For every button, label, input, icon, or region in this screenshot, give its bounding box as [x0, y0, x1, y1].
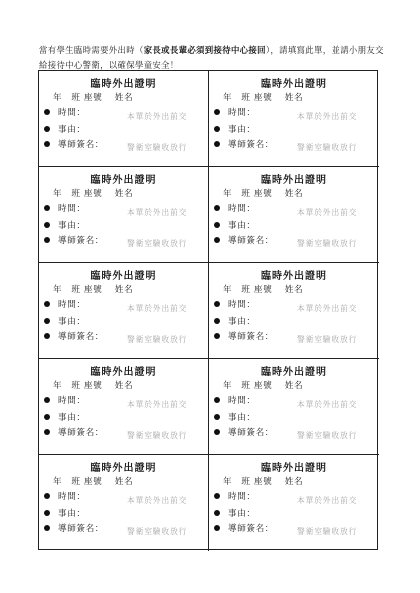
reason-label: 事由： — [228, 125, 256, 135]
bullet-icon — [214, 237, 220, 243]
teacher-signature-field[interactable] — [44, 522, 104, 534]
reason-label: 事由： — [228, 221, 256, 231]
pass-slip — [209, 455, 379, 551]
bullet-icon — [44, 318, 50, 324]
watermark-submit-note: 本單於外出前交 — [297, 400, 358, 409]
bullet-icon — [44, 237, 50, 243]
reason-label: 事由： — [228, 317, 256, 327]
pass-slip — [39, 167, 209, 263]
watermark-guard-note: 警衛室驗收放行 — [127, 335, 188, 344]
pass-slip — [39, 71, 209, 167]
teacher-signature-field[interactable] — [214, 234, 274, 246]
slip-title: 臨時外出證明 — [90, 175, 157, 186]
bullet-icon — [44, 141, 50, 147]
time-label: 時間： — [58, 492, 86, 502]
instruction-text — [39, 43, 384, 73]
slip-title: 臨時外出證明 — [261, 271, 327, 282]
bullet-icon — [44, 525, 50, 531]
bullet-icon — [44, 301, 50, 307]
teacher-signature-field[interactable] — [214, 330, 274, 342]
bullet-icon — [214, 205, 220, 211]
teacher-signature-label: 導師簽名： — [228, 332, 274, 342]
bullet-icon — [214, 318, 220, 324]
reason-label: 事由： — [58, 317, 86, 327]
reason-field[interactable] — [44, 315, 86, 327]
bullet-icon — [44, 429, 50, 435]
reason-label: 事由： — [58, 125, 86, 135]
reason-field[interactable] — [214, 507, 256, 519]
teacher-signature-field[interactable] — [44, 426, 104, 438]
bullet-icon — [214, 333, 220, 339]
watermark-guard-note: 警衛室驗收放行 — [297, 527, 358, 536]
slip-student-info: 年 班 座號 姓名 — [53, 93, 134, 103]
pass-slip — [39, 263, 209, 359]
teacher-signature-label: 導師簽名： — [228, 524, 274, 534]
bullet-icon — [44, 493, 50, 499]
slip-title: 臨時外出證明 — [261, 463, 327, 474]
bullet-icon — [214, 222, 220, 228]
watermark-guard-note: 警衛室驗收放行 — [297, 239, 358, 248]
reason-field[interactable] — [214, 123, 256, 135]
reason-field[interactable] — [44, 507, 86, 519]
teacher-signature-label: 導師簽名： — [58, 428, 104, 438]
bullet-icon — [214, 493, 220, 499]
bullet-icon — [214, 301, 220, 307]
reason-field[interactable] — [44, 219, 86, 231]
time-field[interactable] — [214, 106, 256, 118]
time-field[interactable] — [44, 298, 86, 310]
pass-slip — [209, 263, 379, 359]
teacher-signature-field[interactable] — [214, 426, 274, 438]
reason-label: 事由： — [58, 413, 86, 423]
slip-student-info: 年 班 座號 姓名 — [53, 189, 134, 199]
time-field[interactable] — [44, 394, 86, 406]
reason-field[interactable] — [214, 411, 256, 423]
watermark-submit-note: 本單於外出前交 — [127, 496, 188, 505]
watermark-submit-note: 本單於外出前交 — [297, 208, 358, 217]
teacher-signature-field[interactable] — [44, 138, 104, 150]
reason-label: 事由： — [228, 413, 256, 423]
bullet-icon — [214, 141, 220, 147]
bullet-icon — [214, 429, 220, 435]
bullet-icon — [44, 510, 50, 516]
teacher-signature-label: 導師簽名： — [228, 140, 274, 150]
watermark-submit-note: 本單於外出前交 — [297, 304, 358, 313]
slip-title: 臨時外出證明 — [261, 79, 327, 90]
instruction-line-1: 當有學生臨時需要外出時（家長或長輩必須到接待中心接回），請填寫此單，並請小朋友交 — [39, 45, 384, 55]
bullet-icon — [44, 222, 50, 228]
bullet-icon — [44, 414, 50, 420]
slip-title: 臨時外出證明 — [90, 463, 157, 474]
teacher-signature-label: 導師簽名： — [228, 428, 274, 438]
watermark-guard-note: 警衛室驗收放行 — [297, 431, 358, 440]
teacher-signature-field[interactable] — [44, 330, 104, 342]
time-field[interactable] — [214, 298, 256, 310]
time-label: 時間： — [228, 108, 256, 118]
teacher-signature-field[interactable] — [44, 234, 104, 246]
slip-title: 臨時外出證明 — [90, 367, 157, 378]
teacher-signature-label: 導師簽名： — [58, 332, 104, 342]
bullet-icon — [214, 510, 220, 516]
time-label: 時間： — [58, 108, 86, 118]
time-field[interactable] — [214, 490, 256, 502]
slip-grid — [38, 70, 378, 550]
bullet-icon — [44, 333, 50, 339]
watermark-guard-note: 警衛室驗收放行 — [127, 431, 188, 440]
slip-student-info: 年 班 座號 姓名 — [223, 93, 304, 103]
pass-slip — [209, 359, 379, 455]
time-label: 時間： — [58, 204, 86, 214]
reason-label: 事由： — [58, 221, 86, 231]
pass-slip — [39, 359, 209, 455]
reason-field[interactable] — [214, 219, 256, 231]
bullet-icon — [214, 109, 220, 115]
slip-title: 臨時外出證明 — [261, 175, 327, 186]
reason-field[interactable] — [214, 315, 256, 327]
watermark-submit-note: 本單於外出前交 — [297, 112, 358, 121]
time-field[interactable] — [214, 202, 256, 214]
time-label: 時間： — [58, 396, 86, 406]
time-field[interactable] — [44, 490, 86, 502]
instruction-line-2: 給接待中心警衛，以確保學童安全！ — [39, 60, 179, 70]
slip-student-info: 年 班 座號 姓名 — [53, 477, 134, 487]
time-label: 時間： — [228, 300, 256, 310]
slip-student-info: 年 班 座號 姓名 — [223, 285, 304, 295]
bullet-icon — [44, 126, 50, 132]
watermark-guard-note: 警衛室驗收放行 — [127, 527, 188, 536]
bullet-icon — [214, 397, 220, 403]
time-label: 時間： — [228, 396, 256, 406]
slip-title: 臨時外出證明 — [261, 367, 327, 378]
time-label: 時間： — [228, 492, 256, 502]
watermark-guard-note: 警衛室驗收放行 — [297, 143, 358, 152]
bullet-icon — [44, 397, 50, 403]
slip-student-info: 年 班 座號 姓名 — [223, 381, 304, 391]
teacher-signature-field[interactable] — [214, 138, 274, 150]
slip-title: 臨時外出證明 — [90, 271, 157, 282]
teacher-signature-field[interactable] — [214, 522, 274, 534]
watermark-submit-note: 本單於外出前交 — [127, 208, 188, 217]
teacher-signature-label: 導師簽名： — [58, 236, 104, 246]
watermark-submit-note: 本單於外出前交 — [297, 496, 358, 505]
bullet-icon — [214, 126, 220, 132]
pass-slip — [39, 455, 209, 551]
reason-label: 事由： — [58, 509, 86, 519]
slip-student-info: 年 班 座號 姓名 — [53, 381, 134, 391]
reason-label: 事由： — [228, 509, 256, 519]
bullet-icon — [214, 525, 220, 531]
pass-slip — [209, 71, 379, 167]
time-field[interactable] — [44, 202, 86, 214]
teacher-signature-label: 導師簽名： — [228, 236, 274, 246]
instruction-emphasis: 家長或長輩必須到接待中心接回 — [143, 45, 266, 55]
slip-student-info: 年 班 座號 姓名 — [223, 189, 304, 199]
time-label: 時間： — [58, 300, 86, 310]
bullet-icon — [214, 414, 220, 420]
slip-student-info: 年 班 座號 姓名 — [223, 477, 304, 487]
teacher-signature-label: 導師簽名： — [58, 524, 104, 534]
teacher-signature-label: 導師簽名： — [58, 140, 104, 150]
watermark-guard-note: 警衛室驗收放行 — [127, 239, 188, 248]
watermark-submit-note: 本單於外出前交 — [127, 304, 188, 313]
watermark-guard-note: 警衛室驗收放行 — [297, 335, 358, 344]
bullet-icon — [44, 205, 50, 211]
watermark-guard-note: 警衛室驗收放行 — [127, 143, 188, 152]
bullet-icon — [44, 109, 50, 115]
time-label: 時間： — [228, 204, 256, 214]
watermark-submit-note: 本單於外出前交 — [127, 112, 188, 121]
time-field[interactable] — [44, 106, 86, 118]
time-field[interactable] — [214, 394, 256, 406]
reason-field[interactable] — [44, 123, 86, 135]
slip-title: 臨時外出證明 — [90, 79, 157, 90]
watermark-submit-note: 本單於外出前交 — [127, 400, 188, 409]
reason-field[interactable] — [44, 411, 86, 423]
slip-student-info: 年 班 座號 姓名 — [53, 285, 134, 295]
pass-slip — [209, 167, 379, 263]
